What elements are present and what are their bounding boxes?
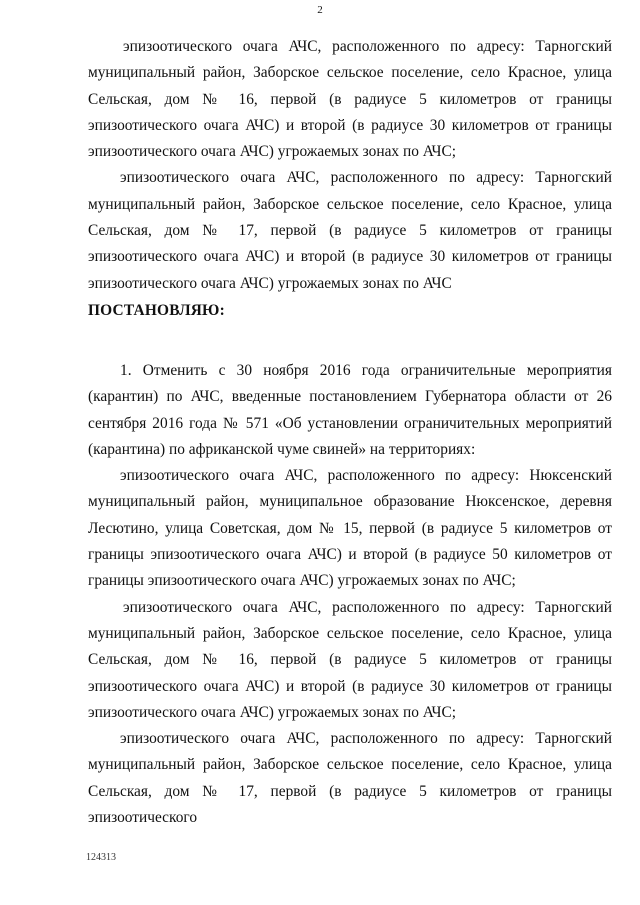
- document-body: [88, 34, 612, 831]
- spacer: [88, 322, 612, 358]
- paragraph-tarnoga-dom-16-repeat: эпизоотического очага АЧС, расположенного по адресу: Тарногский муниципальный район, Заборское сельское поселение, село Красное, улица Сельская, дом № 16, первой (в радиусе 5 километров от границы эпизоотического очага АЧС) и второй (в радиусе 30 километров от границы эпизоотического очага АЧС) угрожаемых зонах по АЧС;: [88, 598, 612, 721]
- paragraph-item-1: 1. Отменить с 30 ноября 2016 года ограничительные мероприятия (карантин) по АЧС, введенные постановлением Губернатора области от 26 сентября 2016 года № 571 «Об установлении ограничительных мероприятий (карантина) по африканской чуме свиней» на территориях:: [88, 361, 612, 458]
- paragraph-tarnoga-dom-17: эпизоотического очага АЧС, расположенного по адресу: Тарногский муниципальный район, Заборское сельское поселение, село Красное, улица Сельская, дом № 17, первой (в радиусе 5 километров от границы эпизоотического очага АЧС) и второй (в радиусе 30 километров от границы эпизоотического очага АЧС) угрожаемых зонах по АЧС: [88, 169, 612, 292]
- decree-heading: ПОСТАНОВЛЯЮ:: [88, 301, 225, 319]
- paragraph-nyuksenitsa-dom-15: эпизоотического очага АЧС, расположенного по адресу: Нюксенский муниципальный район, муниципальное образование Нюксенское, деревня Лесютино, улица Советская, дом № 15, первой (в радиусе 5 километров от границы эпизоотического очага АЧС) и второй (в радиусе 50 километров от границы эпизоотического очага АЧС) угрожаемых зонах по АЧС;: [88, 467, 612, 590]
- document-code: 124313: [86, 852, 116, 863]
- page-number: 2: [317, 4, 323, 16]
- paragraph-tarnoga-dom-16: эпизоотического очага АЧС, расположенного по адресу: Тарногский муниципальный район, Заборское сельское поселение, село Красное, улица Сельская, дом № 16, первой (в радиусе 5 километров от границы эпизоотического очага АЧС) и второй (в радиусе 30 километров от границы эпизоотического очага АЧС) угрожаемых зонах по АЧС;: [88, 38, 612, 161]
- paragraph-tarnoga-dom-17-partial: эпизоотического очага АЧС, расположенного по адресу: Тарногский муниципальный район, Заборское сельское поселение, село Красное, улица Сельская, дом № 17, первой (в радиусе 5 километров от границы эпизоотического: [88, 730, 612, 827]
